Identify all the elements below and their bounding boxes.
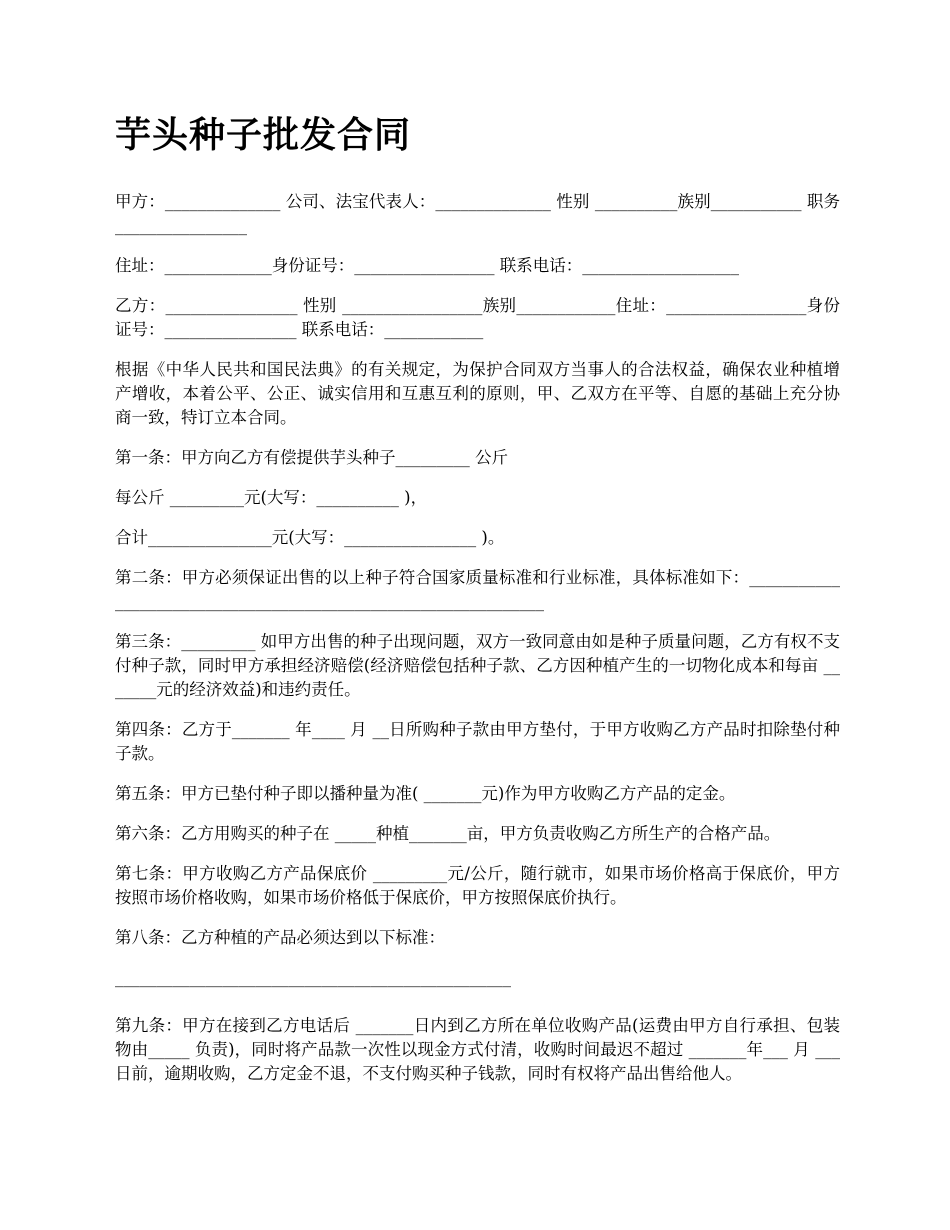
article-1: 第一条：甲方向乙方有偿提供芋头种子_________ 公斤 (115, 448, 508, 467)
contract-page (115, 110, 840, 1102)
address-info: 住址：_____________身份证号：_________________ 联系电话：___________________ (115, 256, 739, 275)
article-3: 第三条：_________ 如甲方出售的种子出现问题，双方一致同意由如是种子质量问题，乙方有权不支付种子款，同时甲方承担经济赔偿(经济赔偿包括种子款、乙方因种植产生的一切物化成本和每亩 _______元的经济效益)和违约责任。 (115, 632, 840, 699)
price-per-kg: 每公斤 _________元(大写：__________ )， (115, 488, 428, 507)
article-8: 第八条：乙方种植的产品必须达到以下标准： (115, 928, 445, 947)
article-5: 第五条：甲方已垫付种子即以播种量为准( _______元)作为甲方收购乙方产品的定金。 (115, 784, 736, 803)
article-4: 第四条：乙方于_______ 年____ 月 __日所购种子款由甲方垫付，于甲方收购乙方产品时扣除垫付种子款。 (115, 720, 840, 763)
document-title: 芋头种子批发合同 (115, 114, 412, 156)
article-7: 第七条：甲方收购乙方产品保底价 _________元/公斤，随行就市，如果市场价格高于保底价，甲方按照市场价格收购，如果市场价格低于保底价，甲方按照保底价执行。 (115, 864, 840, 907)
total-price: 合计_______________元(大写：________________ )。 (115, 528, 505, 547)
article-8-blank-line: ________________________________________________ (115, 968, 511, 987)
preamble: 根据《中华人民共和国民法典》的有关规定，为保护合同双方当事人的合法权益，确保农业种植增产增收，本着公平、公正、诚实信用和互惠互利的原则，甲、乙双方在平等、自愿的基础上充分协商一致，特订立本合同。 (115, 360, 840, 427)
article-2: 第二条：甲方必须保证出售的以上种子符合国家质量标准和行业标准，具体标准如下：_______________________________________________________________ (115, 568, 840, 611)
article-6: 第六条：乙方用购买的种子在 _____种植_______亩，甲方负责收购乙方所生产的合格产品。 (115, 824, 781, 843)
party-b-info: 乙方：________________ 性别 _________________族别____________住址：_________________身份证号：________________ 联系电话：____________ (115, 296, 840, 339)
article-9: 第九条：甲方在接到乙方电话后 _______日内到乙方所在单位收购产品(运费由甲方自行承担、包装物由_____ 负责)，同时将产品款一次性以现金方式付清，收购时间最迟不超过 _______年___ 月 ___日前，逾期收购，乙方定金不退，不支付购买种子钱款，同时有权将产品出售给他人。 (115, 1016, 840, 1083)
party-a-info: 甲方：______________ 公司、法宝代表人：______________ 性别 __________族别___________ 职务________________ (115, 192, 840, 235)
